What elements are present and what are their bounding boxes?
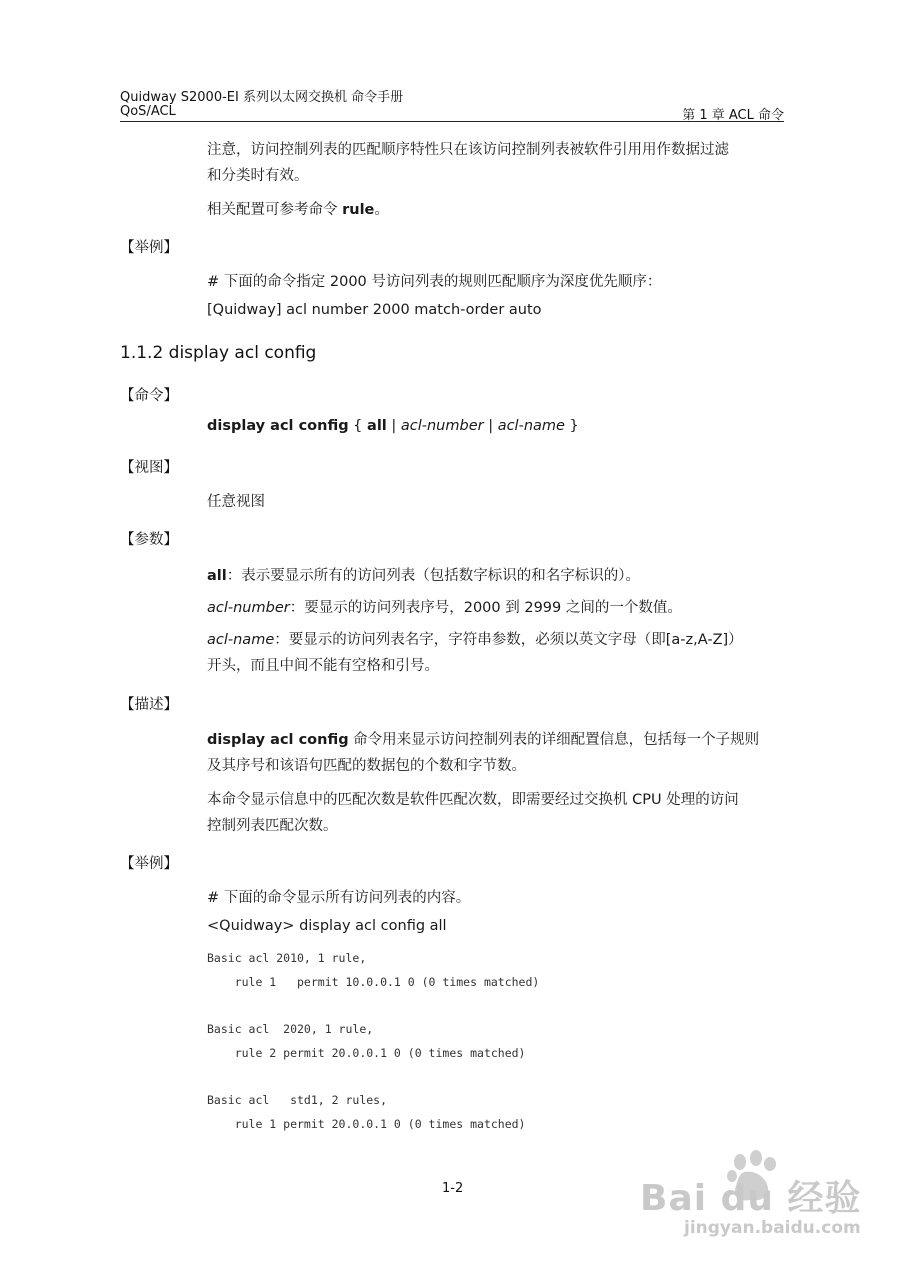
example-heading-2: 【举例】 [120, 856, 178, 872]
watermark-brand: Bai du 经验 [640, 1178, 862, 1219]
description-line-3: 本命令显示信息中的匹配次数是软件匹配次数，即需要经过交换机 CPU 处理的访问 [207, 792, 739, 808]
command-heading: 【命令】 [120, 388, 178, 404]
example-1-description: # 下面的命令指定 2000 号访问列表的规则匹配顺序为深度优先顺序： [207, 274, 662, 290]
description-line-1-rest: 命令用来显示访问控制列表的详细配置信息，包括每一个子规则 [348, 732, 760, 748]
example-1-command: [Quidway] acl number 2000 match-order auto [207, 302, 542, 318]
related-config-line [207, 198, 389, 219]
header-section-label: QoS/ACL [120, 104, 176, 119]
param-acl-name-desc-2: 开头，而且中间不能有空格和引号。 [207, 658, 439, 674]
param-acl-number [207, 596, 682, 617]
output-line: rule 1 permit 10.0.0.1 0 (0 times matched) [207, 975, 540, 989]
watermark-url: jingyan.baidu.com [684, 1218, 861, 1238]
param-acl-name-desc: ：要显示的访问列表名字，字符串参数，必须以英文字母（即[a-z,A-Z]） [274, 632, 743, 648]
output-line: Basic acl std1, 2 rules, [207, 1093, 388, 1107]
param-acl-number-desc: ：要显示的访问列表序号，2000 到 2999 之间的一个数值。 [289, 600, 682, 616]
output-line: rule 2 permit 20.0.0.1 0 (0 times matched) [207, 1046, 526, 1060]
view-value: 任意视图 [207, 494, 265, 510]
command-syntax [207, 418, 579, 434]
description-command: display acl config [207, 732, 349, 748]
header-divider [120, 121, 784, 122]
param-acl-name [207, 628, 743, 649]
description-line-2: 及其序号和该语句匹配的数据包的个数和字节数。 [207, 758, 526, 774]
param-acl-number-name: acl-number [207, 600, 290, 616]
params-heading: 【参数】 [120, 532, 178, 548]
example-2-description: # 下面的命令显示所有访问列表的内容。 [207, 890, 471, 906]
description-line-1 [207, 728, 759, 749]
param-all-name: all [207, 568, 227, 584]
separator-1: | [386, 418, 401, 434]
param-all [207, 564, 640, 585]
section-title: 1.1.2 display acl config [120, 343, 317, 363]
view-heading: 【视图】 [120, 460, 178, 476]
note-line-2: 和分类时有效。 [207, 168, 309, 184]
output-line: rule 1 permit 20.0.0.1 0 (0 times matched) [207, 1117, 526, 1131]
param-all-desc: ：表示要显示所有的访问列表（包括数字标识的和名字标识的）。 [226, 568, 640, 584]
option-acl-number: acl-number [400, 418, 484, 434]
related-config-prefix: 相关配置可参考命令 [207, 202, 343, 218]
brace-open: { [348, 418, 368, 434]
description-line-4: 控制列表匹配次数。 [207, 818, 338, 834]
header-chapter-label: 第 1 章 ACL 命令 [682, 108, 784, 123]
note-line-1: 注意，访问控制列表的匹配顺序特性只在该访问控制列表被软件引用用作数据过滤 [207, 142, 729, 158]
related-config-suffix: 。 [374, 202, 389, 218]
output-line: Basic acl 2010, 1 rule, [207, 951, 367, 965]
header-product-title: Quidway S2000-EI 系列以太网交换机 命令手册 [120, 90, 404, 105]
output-line: Basic acl 2020, 1 rule, [207, 1022, 374, 1036]
param-acl-name-name: acl-name [207, 632, 275, 648]
option-acl-name: acl-name [497, 418, 565, 434]
baidu-jingyan-watermark [640, 1148, 880, 1258]
description-heading: 【描述】 [120, 697, 178, 713]
command-name: display acl config [207, 418, 349, 434]
page-number: 1-2 [442, 1181, 464, 1196]
example-heading-1: 【举例】 [120, 240, 178, 256]
option-all: all [367, 418, 387, 434]
related-command-rule: rule [342, 202, 375, 218]
example-2-command: <Quidway> display acl config all [207, 918, 447, 934]
separator-2: | [483, 418, 498, 434]
brace-close: } [564, 418, 579, 434]
